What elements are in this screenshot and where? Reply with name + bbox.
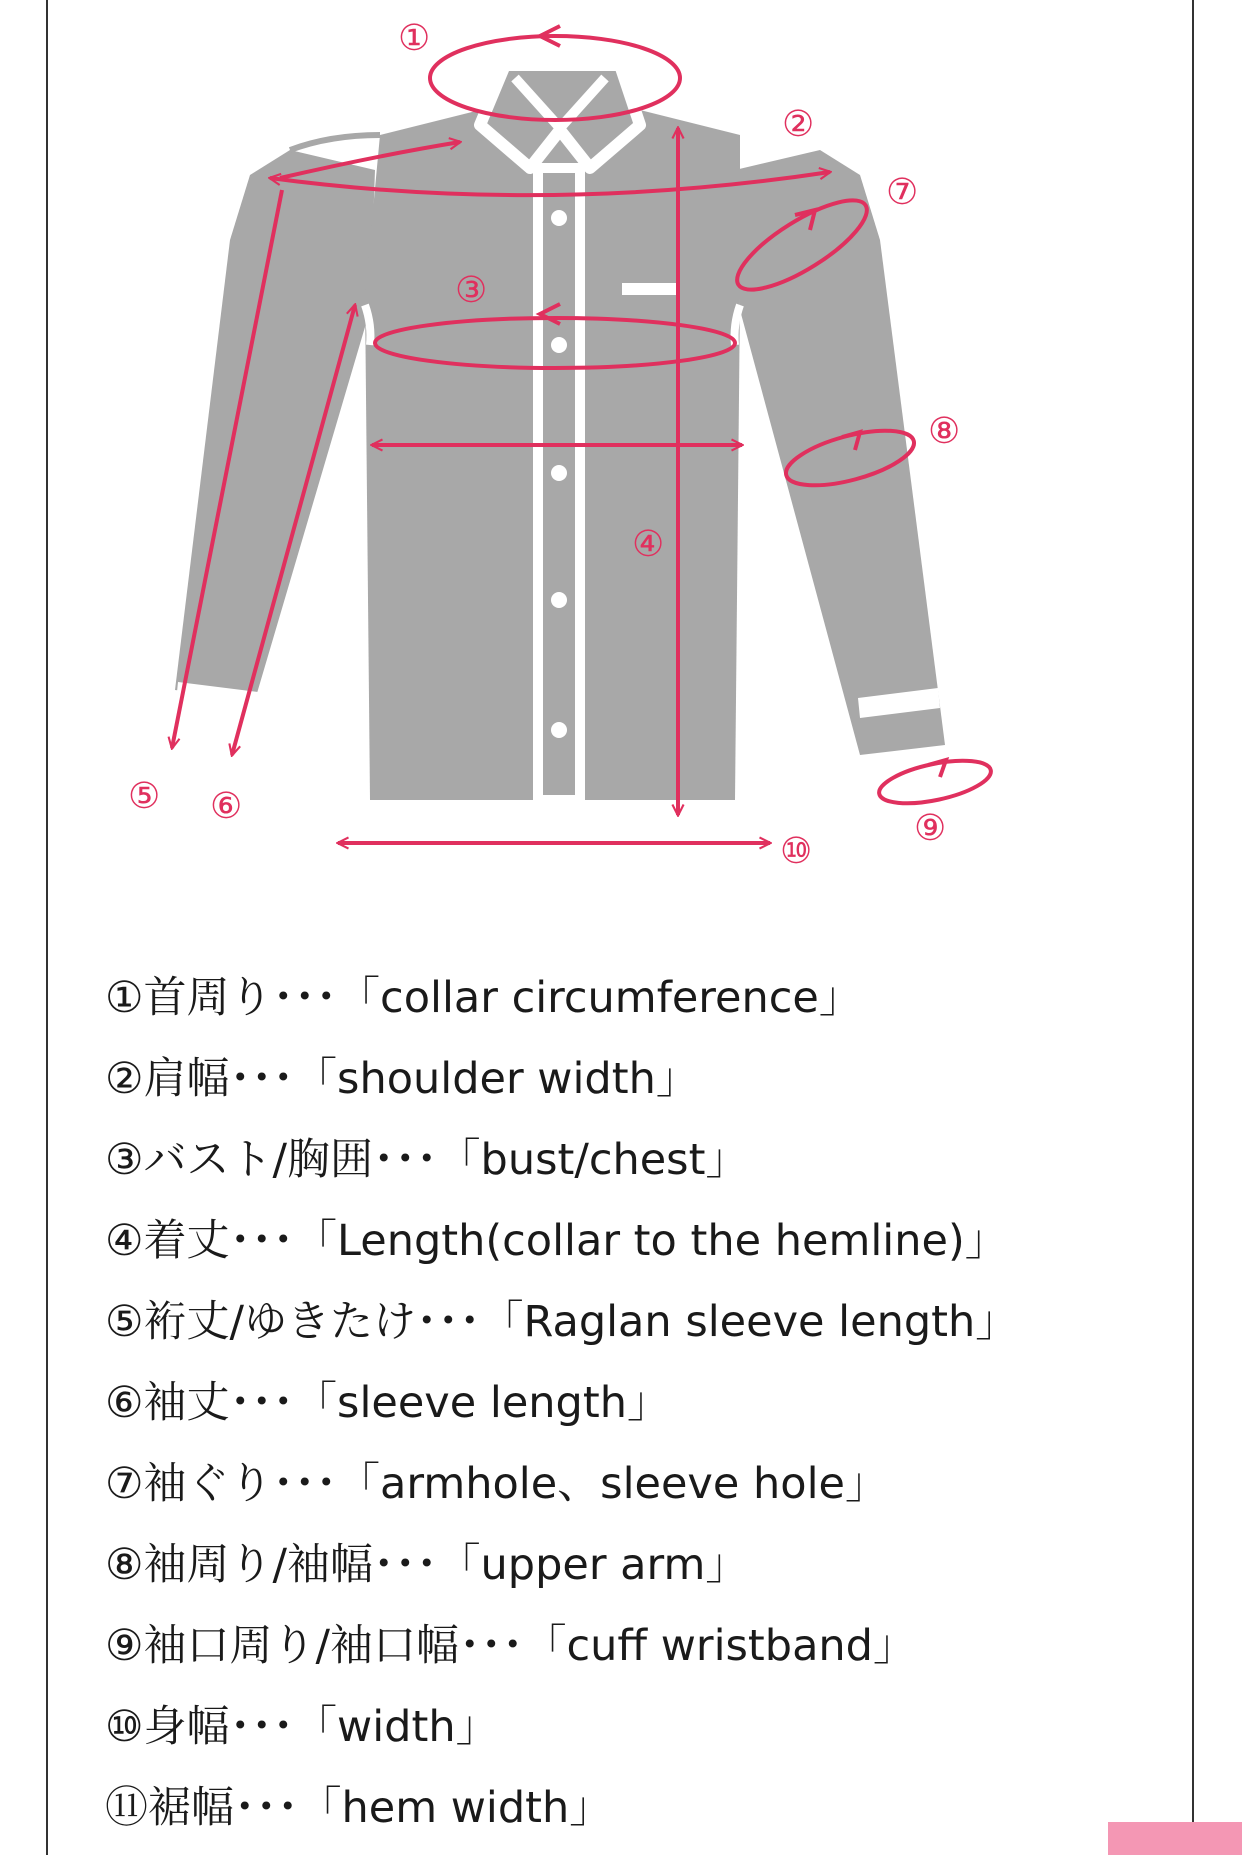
legend-item-bust: ③バスト/胸囲･･･「bust/chest」 [105,1135,749,1185]
button [551,465,567,481]
legend-item-sleeve-length: ⑥袖丈･･･「sleeve length」 [105,1378,670,1428]
button [551,592,567,608]
label-1: ① [398,18,431,59]
label-7: ⑦ [886,172,919,213]
legend-item-hem: ⑪裾幅･･･「hem width」 [105,1783,613,1833]
label-3: ③ [455,270,488,311]
legend-item-width: ⑩身幅･･･「width」 [105,1702,499,1752]
label-8: ⑧ [928,411,961,452]
label-6: ⑥ [210,786,243,827]
button [551,337,567,353]
pocket-slit [622,283,677,295]
shirt-measurement-diagram [0,0,1242,900]
button [551,210,567,226]
label-9: ⑨ [914,808,947,849]
legend-item-collar: ①首周り･･･「collar circumference」 [105,973,862,1023]
legend-item-upper-arm: ⑧袖周り/袖幅･･･「upper arm」 [105,1540,749,1590]
legend-item-armhole: ⑦袖ぐり･･･「armhole、sleeve hole」 [105,1459,888,1509]
placket [538,168,580,800]
label-5: ⑤ [128,776,161,817]
legend-item-cuff: ⑨袖口周り/袖口幅･･･「cuff wristband」 [105,1621,916,1671]
legend-item-raglan: ⑤裄丈/ゆきたけ･･･「Raglan sleeve length」 [105,1297,1019,1347]
label-4: ④ [632,524,665,565]
label-10: ⑩ [780,831,813,872]
button [551,722,567,738]
measurement-legend [105,958,1185,1849]
cuff-arrow [928,760,946,777]
legend-item-length: ④着丈･･･「Length(collar to the hemline)」 [105,1216,1008,1266]
legend-item-shoulder: ②肩幅･･･「shoulder width」 [105,1054,699,1104]
label-2: ② [782,104,815,145]
